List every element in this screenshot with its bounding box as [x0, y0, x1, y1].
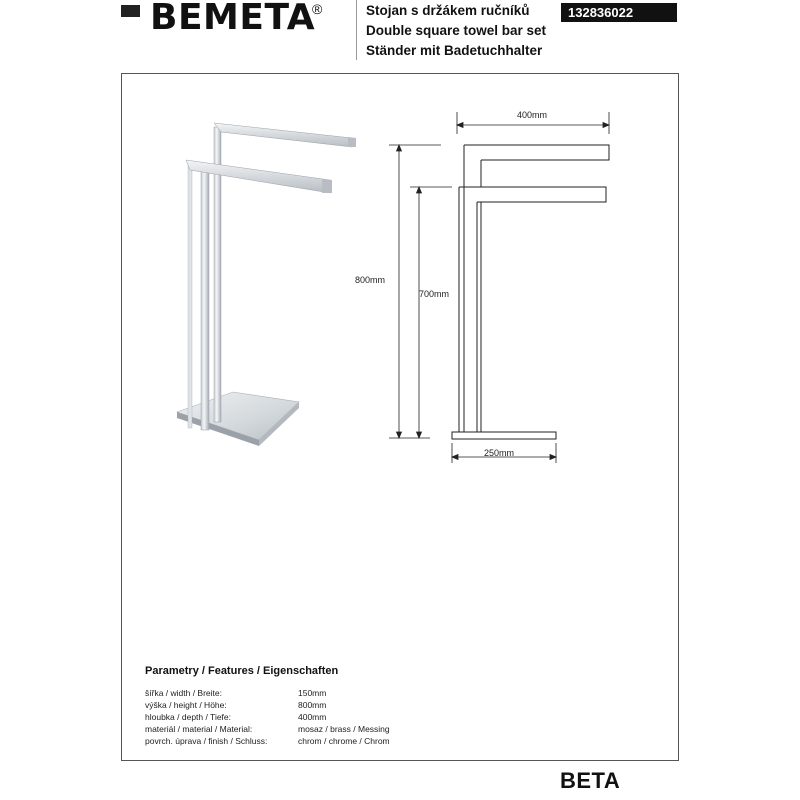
title-czech: Stojan s držákem ručníků: [366, 3, 530, 18]
dimension-lines: [389, 112, 609, 463]
product-photo: [177, 123, 356, 446]
product-code: 132836022: [561, 3, 677, 22]
param-label: povrch. úprava / finish / Schluss:: [145, 736, 268, 746]
dim-width-top: 400mm: [517, 110, 548, 120]
brand-logo: BEMETA: [150, 0, 316, 38]
param-value: 400mm: [298, 712, 327, 722]
dim-base-width: 250mm: [484, 448, 515, 458]
title-english: Double square towel bar set: [366, 23, 547, 38]
param-label: materiál / material / Material:: [145, 724, 253, 734]
param-value: chrom / chrome / Chrom: [298, 736, 390, 746]
title-german: Ständer mit Badetuchhalter: [366, 43, 543, 58]
dim-height-total: 800mm: [355, 275, 386, 285]
dim-height-lower: 700mm: [419, 289, 450, 299]
param-value: 800mm: [298, 700, 327, 710]
registered-mark: ®: [312, 1, 323, 17]
param-label: výška / height / Höhe:: [145, 700, 227, 710]
product-name: BETA: [560, 768, 621, 793]
param-label: šířka / width / Breite:: [145, 688, 222, 698]
param-value: 150mm: [298, 688, 327, 698]
parameters-title: Parametry / Features / Eigenschaften: [145, 665, 339, 677]
technical-drawing: [452, 145, 609, 439]
param-label: hloubka / depth / Tiefe:: [145, 712, 232, 722]
param-value: mosaz / brass / Messing: [298, 724, 390, 734]
